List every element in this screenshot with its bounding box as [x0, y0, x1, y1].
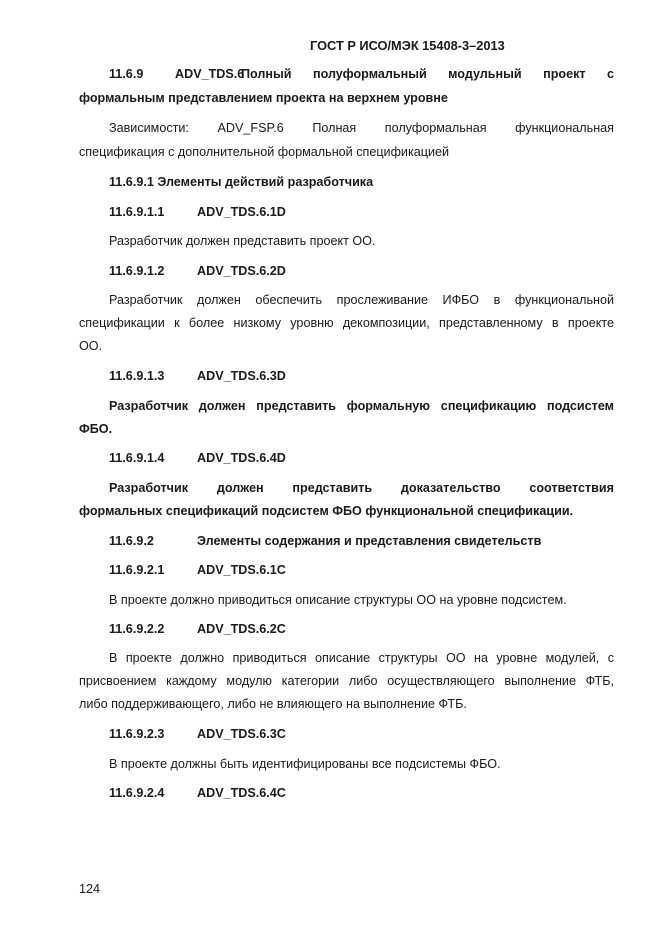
element-number: 11.6.9.2.3 [109, 727, 165, 741]
section-heading-11-6-9 [109, 66, 614, 82]
element-text-1D: Разработчик должен представить проект ОО. [109, 234, 376, 248]
element-code: ADV_TDS.6.3D [197, 369, 286, 383]
section-number: 11.6.9 [109, 67, 144, 81]
element-text-2C-line-2: присвоением каждому модулю категории либо осуществляющего выполнение ФТБ, [79, 674, 614, 688]
subsection-number: 11.6.9.2 [109, 534, 154, 548]
element-text-4D-line-1: Разработчик должен представить доказательство соответствия [109, 481, 614, 495]
element-text-2D-line-1: Разработчик должен обеспечить прослеживание ИФБО в функциональной [109, 293, 614, 307]
subsection-heading-11-6-9-1: 11.6.9.1 Элементы действий разработчика [109, 175, 374, 189]
element-code: ADV_TDS.6.1C [197, 563, 286, 577]
element-heading-3C [109, 726, 614, 742]
element-code: ADV_TDS.6.1D [197, 205, 286, 219]
element-number: 11.6.9.1.1 [109, 205, 165, 219]
section-title-line-1: Полный полуформальный модульный проект с [241, 67, 614, 81]
element-text-3D-line-1: Разработчик должен представить формальную спецификацию подсистем [109, 399, 614, 413]
element-text-3C: В проекте должны быть идентифицированы все подсистемы ФБО. [109, 757, 501, 771]
element-heading-2D [109, 263, 614, 279]
element-number: 11.6.9.1.2 [109, 264, 165, 278]
element-text-2D-line-2: спецификации к более низкому уровню декомпозиции, представленному в проекте [79, 316, 614, 330]
element-text-2D-line-3: ОО. [79, 339, 103, 353]
element-code: ADV_TDS.6.2C [197, 622, 286, 636]
document-header: ГОСТ Р ИСО/МЭК 15408-3–2013 [310, 38, 505, 53]
element-heading-2C [109, 621, 614, 637]
element-heading-3D [109, 368, 614, 384]
element-heading-4D [109, 450, 614, 466]
dependencies-line-2: спецификация с дополнительной формальной спецификацией [79, 145, 450, 159]
section-code: ADV_TDS.6 [175, 67, 245, 81]
element-code: ADV_TDS.6.4C [197, 786, 286, 800]
element-number: 11.6.9.2.2 [109, 622, 165, 636]
page-number: 124 [79, 882, 101, 896]
element-number: 11.6.9.2.4 [109, 786, 165, 800]
subsection-heading-11-6-9-2 [109, 533, 614, 549]
element-heading-4C [109, 785, 614, 801]
element-number: 11.6.9.2.1 [109, 563, 165, 577]
element-code: ADV_TDS.6.4D [197, 451, 286, 465]
element-text-4D-line-2: формальных спецификаций подсистем ФБО функциональной спецификации. [79, 504, 574, 518]
element-text-1C: В проекте должно приводиться описание структуры ОО на уровне подсистем. [109, 593, 567, 607]
element-code: ADV_TDS.6.2D [197, 264, 286, 278]
element-text-2C-line-3: либо поддерживающего, либо не влияющего на выполнение ФТБ. [79, 697, 467, 711]
element-text-3D-line-2: ФБО. [79, 422, 113, 436]
element-code: ADV_TDS.6.3C [197, 727, 286, 741]
element-number: 11.6.9.1.3 [109, 369, 165, 383]
subsection-title: Элементы содержания и представления свидетельств [197, 534, 542, 548]
dependencies-line-1: Зависимости: ADV_FSP.6 Полная полуформальная функциональная [109, 121, 614, 135]
section-title-line-2: формальным представлением проекта на верхнем уровне [79, 91, 448, 105]
element-heading-1C [109, 562, 614, 578]
element-text-2C-line-1: В проекте должно приводиться описание структуры ОО на уровне модулей, с [109, 651, 614, 665]
element-number: 11.6.9.1.4 [109, 451, 165, 465]
element-heading-1D [109, 204, 614, 220]
